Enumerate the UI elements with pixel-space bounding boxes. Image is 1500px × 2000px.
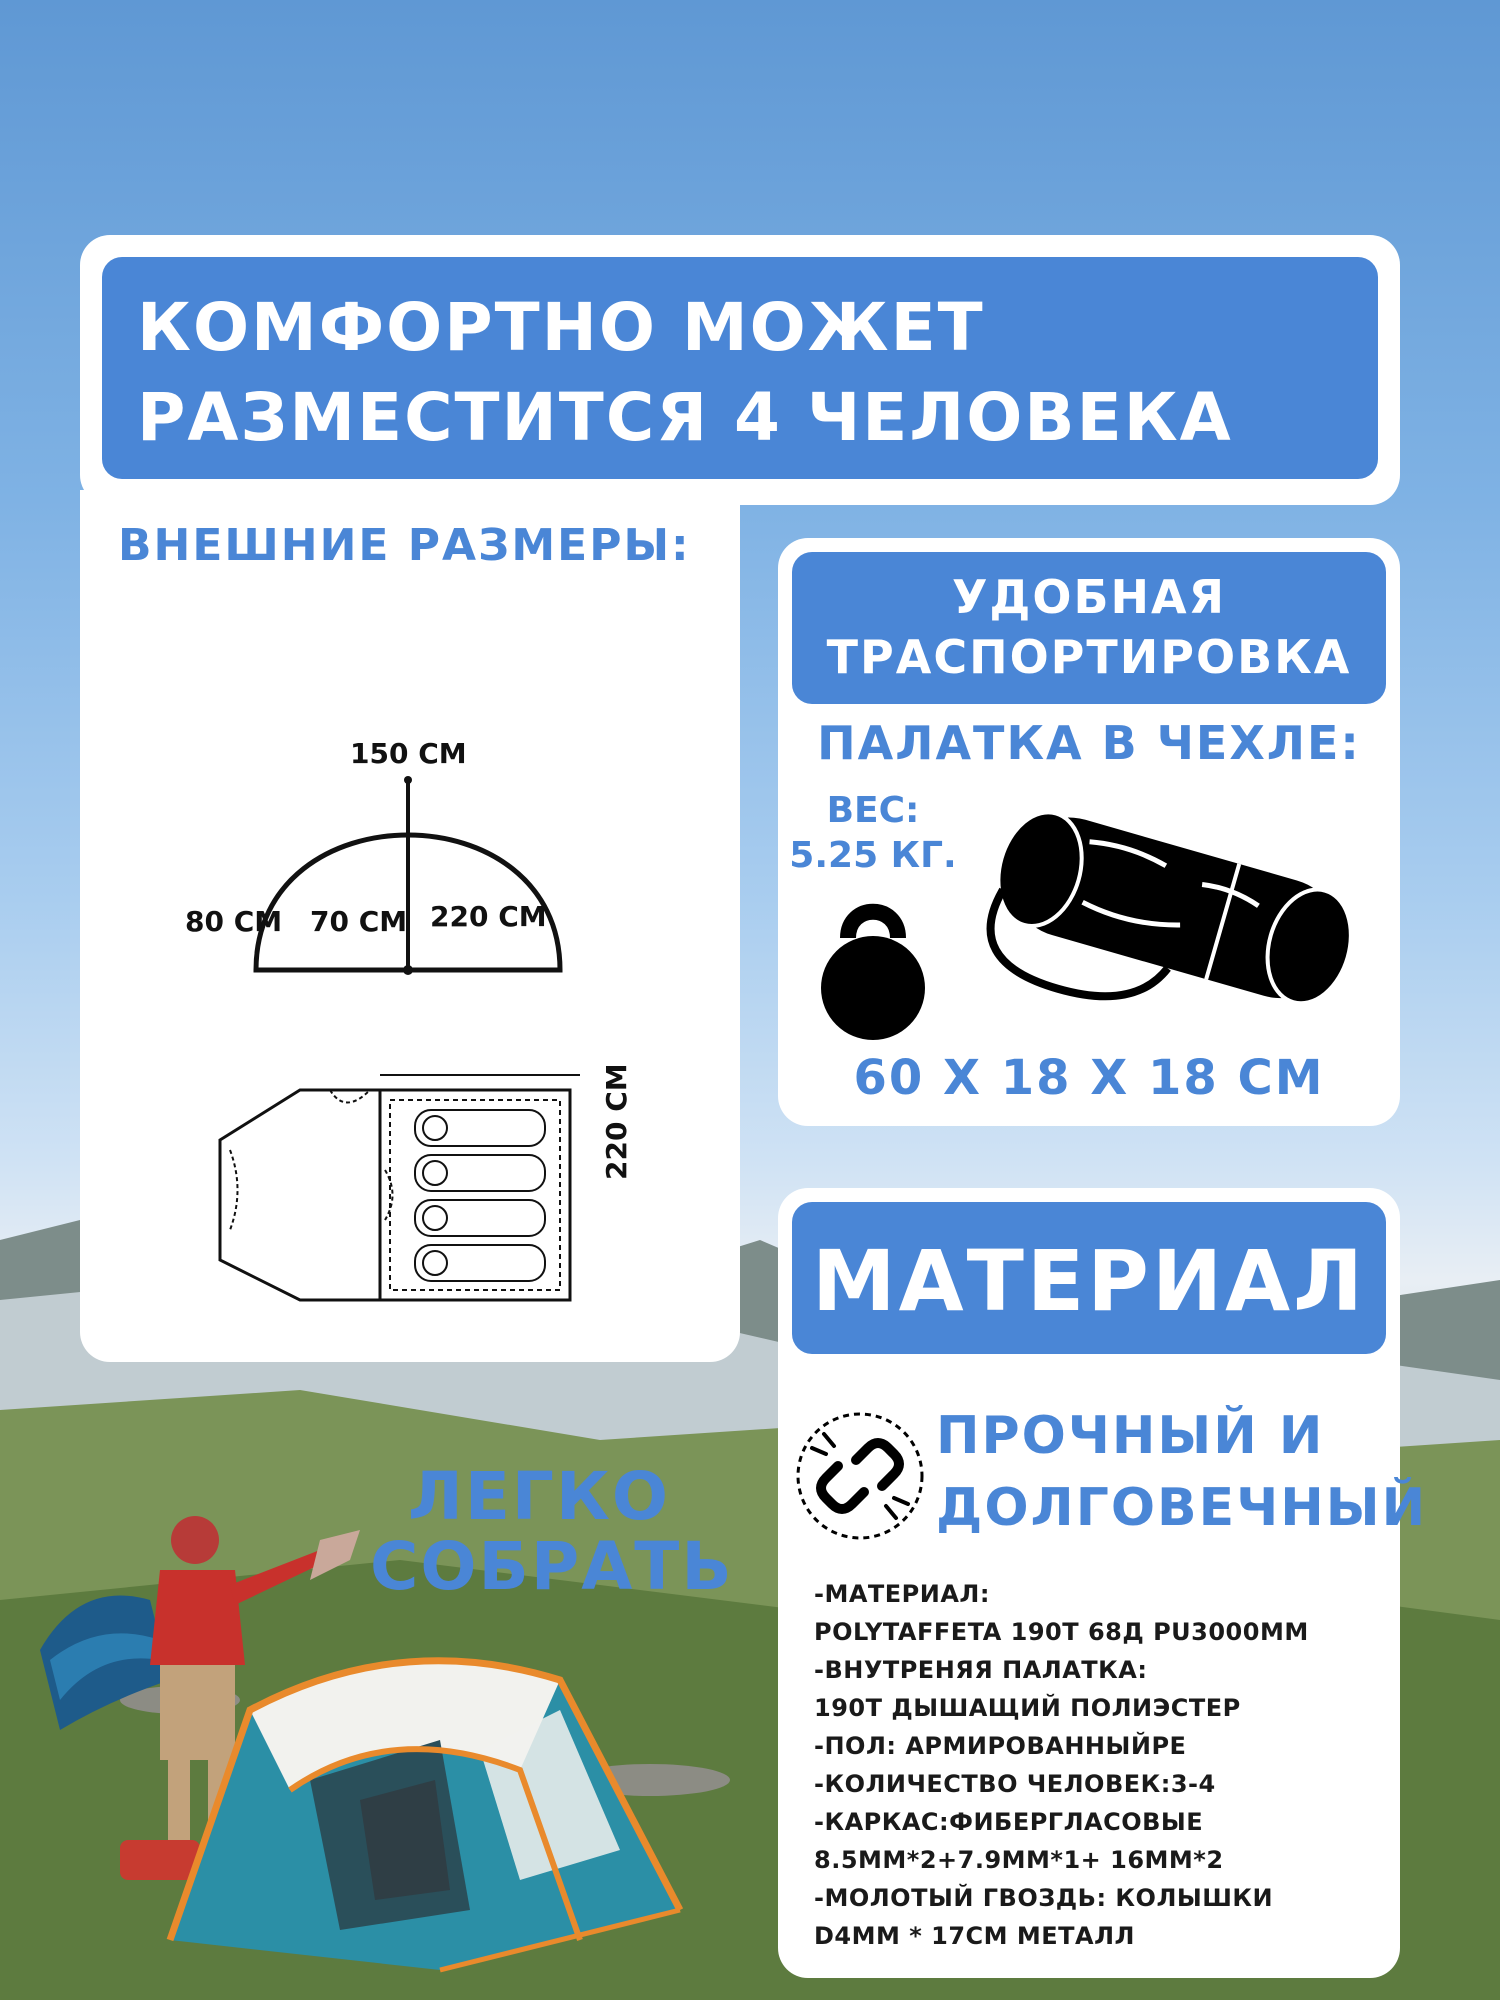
- width-label: 220 СМ: [600, 1063, 633, 1180]
- broken-chain-icon: [790, 1406, 930, 1546]
- spec-line: -ПОЛ: АРМИРОВАННЫЙРЕ: [814, 1732, 1187, 1760]
- spec-line: 190T ДЫШАЩИЙ ПОЛИЭСТЕР: [814, 1694, 1241, 1722]
- dimensions-title: ВНЕШНИЕ РАЗМЕРЫ:: [118, 520, 691, 571]
- spec-line: -КОЛИЧЕСТВО ЧЕЛОВЕК:3-4: [814, 1770, 1216, 1798]
- headline-card: [80, 235, 1400, 505]
- weight-label: ВЕС:: [826, 790, 920, 831]
- transport-banner-line1: УДОБНАЯ: [951, 570, 1227, 624]
- material-banner-text: МАТЕРИАЛ: [812, 1232, 1366, 1330]
- weight-value: 5.25 КГ.: [789, 835, 957, 876]
- dimensions-card: [80, 490, 740, 1362]
- material-tagline-line1: ПРОЧНЫЙ И: [936, 1406, 1325, 1466]
- spec-line: -МОЛОТЫЙ ГВОЗДЬ: КОЛЫШКИ: [814, 1884, 1274, 1912]
- tent-illustration: [140, 1610, 700, 1990]
- promo-line1: ЛЕГКО: [408, 1458, 671, 1535]
- promo-line2: СОБРАТЬ: [370, 1528, 734, 1605]
- transport-banner-line2: ТРАСПОРТИРОВКА: [826, 630, 1352, 684]
- headline-banner: [102, 257, 1378, 479]
- kettlebell-icon: [808, 893, 938, 1043]
- transport-subtitle: ПАЛАТКА В ЧЕХЛЕ:: [817, 716, 1361, 770]
- transport-card: [778, 538, 1400, 1126]
- bag-size: 60 Х 18 Х 18 СМ: [853, 1050, 1325, 1106]
- vestibule-label: 80 СМ: [185, 905, 283, 938]
- headline-line1: КОМФОРТНО МОЖЕТ: [137, 289, 985, 366]
- spec-line: -МАТЕРИАЛ:: [814, 1580, 990, 1608]
- headline-line2: РАЗМЕСТИТСЯ 4 ЧЕЛОВЕКА: [137, 379, 1233, 456]
- tent-dimension-diagram: [80, 610, 740, 1310]
- spec-line: -КАРКАС:ФИБЕРГЛАСОВЫЕ: [814, 1808, 1204, 1836]
- height-label: 150 СМ: [350, 737, 467, 770]
- length-label: 220 СМ: [430, 900, 547, 933]
- material-banner: [792, 1202, 1386, 1354]
- spec-line: 8.5MM*2+7.9MM*1+ 16MM*2: [814, 1846, 1224, 1874]
- tent-bag-icon: [966, 788, 1386, 1018]
- transport-banner: [792, 552, 1386, 704]
- material-tagline-line2: ДОЛГОВЕЧНЫЙ: [936, 1478, 1428, 1538]
- material-card: [778, 1188, 1428, 1978]
- spec-line: -ВНУТРЕНЯЯ ПАЛАТКА:: [814, 1656, 1148, 1684]
- spec-line: POLYTAFFETA 190T 68Д PU3000MM: [814, 1618, 1309, 1646]
- spec-line: D4MM * 17CM МЕТАЛЛ: [814, 1922, 1135, 1950]
- middle-label: 70 СМ: [310, 905, 408, 938]
